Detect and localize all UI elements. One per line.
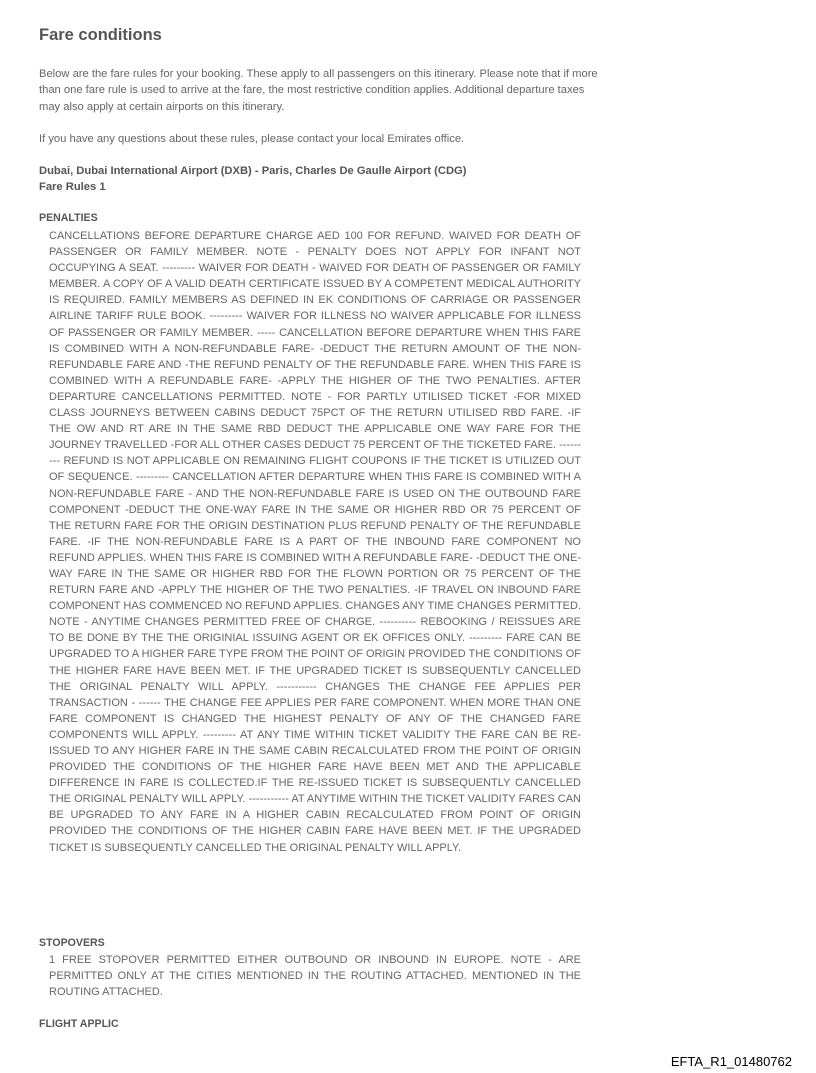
penalties-text: CANCELLATIONS BEFORE DEPARTURE CHARGE AED 100 FOR REFUND. WAIVED FOR DEATH OF PASSENGER OR FAMILY MEMBER. NOTE - PENALTY DOES NOT APPLY FOR INFANT NOT OCCUPYING A SEAT. --------- WAIVER FOR DEATH - WAIVED FOR DEATH OF PASSENGER OR FAMILY MEMBER. A COPY OF A VALID DEATH CERTIFICATE ISSUED BY A COMPETENT MEDICAL AUTHORITY IS REQUIRED. FAMILY MEMBERS AS DEFINED IN EK CONDITIONS OF CARRIAGE OR PASSENGER AIRLINE TARIFF RULE BOOK. --------- WAIVER FOR ILLNESS NO WAIVER APPLICABLE FOR ILLNESS OF PASSENGER OR FAMILY MEMBER. ----- CANCELLATION BEFORE DEPARTURE WHEN THIS FARE IS COMBINED WITH A NON-REFUNDABLE FARE- -DEDUCT THE RETURN AMOUNT OF THE NON-REFUNDABLE FARE AND -THE REFUND PENALTY OF THE REFUNDABLE FARE. WHEN THIS FARE IS COMBINED WITH A REFUNDABLE FARE- -APPLY THE HIGHER OF THE TWO PENALTIES. AFTER DEPARTURE CANCELLATIONS PERMITTED. NOTE - FOR PARTLY UTILISED TICKET -FOR MIXED CLASS JOURNEYS BETWEEN CABINS DEDUCT 75PCT OF THE RETURN UTILISED RBD FARE. -IF THE OW AND RT ARE IN THE SAME RBD DEDUCT THE APPLICABLE ONE WAY FARE FOR THE JOURNEY TRAVELLED -FOR ALL OTHER CASES DEDUCT 75 PERCENT OF THE TICKETED FARE. --------- REFUND IS NOT APPLICABLE ON REMAINING FLIGHT COUPONS IF THE TICKET IS UTILIZED OUT OF SEQUENCE. --------- CANCELLATION AFTER DEPARTURE WHEN THIS FARE IS COMBINED WITH A NON-REFUNDABLE FARE - AND THE NON-REFUNDABLE FARE IS USED ON THE OUTBOUND FARE COMPONENT -DEDUCT THE ONE-WAY FARE IN THE SAME OR HIGHER RBD OR 75 PERCENT OF THE RETURN FARE FOR THE ORIGIN DESTINATION PLUS REFUND PENALTY OF THE REFUNDABLE FARE. -IF THE NON-REFUNDABLE FARE IS A PART OF THE INBOUND FARE COMPONENT NO REFUND APPLIES. WHEN THIS FARE IS COMBINED WITH A REFUNDABLE FARE- -DEDUCT THE ONE-WAY FARE IN THE SAME OR HIGHER RBD FOR THE FLOWN PORTION OR 75 PERCENT OF THE RETURN FARE AND -APPLY THE HIGHER OF THE TWO PENALTIES. -IF TRAVEL ON INBOUND FARE COMPONENT HAS COMMENCED NO REFUND APPLIES. CHANGES ANY TIME CHANGES PERMITTED. NOTE - ANYTIME CHANGES PERMITTED FREE OF CHARGE. ---------- REBOOKING / REISSUES ARE TO BE DONE BY THE THE ORIGINIAL ISSUING AGENT OR EK OFFICES ONLY. --------- FARE CAN BE UPGRADED TO A HIGHER FARE TYPE FROM THE POINT OF ORIGIN PROVIDED THE CONDITIONS OF THE HIGHER FARE HAVE BEEN MET. IF THE UPGRADED TICKET IS SUBSEQUENTLY CANCELLED THE ORIGINAL PENALTY WILL APPLY. ----------- CHANGES THE CHANGE FEE APPLIES PER TRANSACTION - ------ THE CHANGE FEE APPLIES PER FARE COMPONENT. WHEN MORE THAN ONE FARE COMPONENT IS CHANGED THE HIGHEST PENALTY OF ANY OF THE CHANGED FARE COMPONENTS WILL APPLY. --------- AT ANY TIME WITHIN TICKET VALIDITY THE FARE CAN BE RE-ISSUED TO ANY HIGHER FARE IN THE SAME CABIN RECALCULATED FROM THE POINT OF ORIGIN PROVIDED THE CONDITIONS OF THE HIGHER FARE HAVE BEEN MET AND THE APPLICABLE DIFFERENCE IN FARE IS COLLECTED.IF THE RE-ISSUED TICKET IS SUBSEQUENTLY CANCELLED THE ORIGINAL PENALTY WILL APPLY. ----------- AT ANYTIME WITHIN THE TICKET VALIDITY FARES CAN BE UPGRADED TO ANY FARE IN A HIGHER CABIN RECALCULATED FROM POINT OF ORIGIN PROVIDED THE CONDITIONS OF THE HIGHER CABIN FARE HAVE BEEN MET. IF THE UPGRADED TICKET IS SUBSEQUENTLY CANCELLED THE ORIGINAL PENALTY WILL APPLY. [49, 230, 581, 854]
document-id: EFTA_R1_01480762 [670, 1054, 792, 1069]
fare-rules-label: Fare Rules 1 [39, 181, 106, 193]
route-header [39, 163, 599, 195]
penalties-heading: PENALTIES [39, 212, 98, 224]
stopovers-heading: STOPOVERS [39, 937, 105, 949]
flight-applic-heading: FLIGHT APPLIC [39, 1018, 119, 1030]
route-segment: Dubai, Dubai International Airport (DXB) - Paris, Charles De Gaulle Airport (CDG) [39, 165, 467, 177]
contact-note: If you have any questions about these rules, please contact your local Emirates office. [39, 133, 465, 145]
stopovers-text: 1 FREE STOPOVER PERMITTED EITHER OUTBOUND OR INBOUND IN EUROPE. NOTE - ARE PERMITTED ONLY AT THE CITIES MENTIONED IN THE ROUTING ATTACHED. MENTIONED IN THE ROUTING ATTACHED. [49, 954, 581, 999]
page-title: Fare conditions [39, 26, 162, 44]
intro-paragraph: Below are the fare rules for your booking. These apply to all passengers on this itinerary. Please note that if more than one fare rule is used to arrive at the fare, the most restrictive condition applies. Additional departure taxes may also apply at certain airports on this itinerary. [39, 68, 598, 113]
